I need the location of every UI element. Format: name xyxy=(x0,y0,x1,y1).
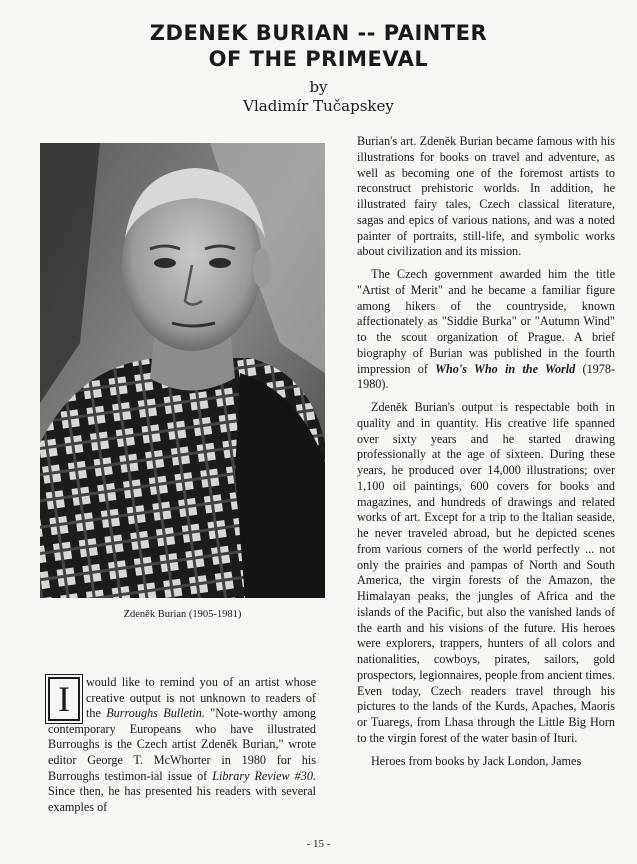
title-line-1: ZDENEK BURIAN -- PAINTER xyxy=(149,21,488,45)
portrait-photo xyxy=(40,143,325,598)
intro-text-a: would like to remind you of an artist whose creative output is not unknown to readers of the xyxy=(86,675,316,721)
right-column xyxy=(357,134,615,776)
intro-text-b: "Note-worthy among contemporary Europeans who have illustrated Burroughs is the Czech artist Zdeněk Burian," wrote editor George T. McWhorter in 1980 for his Burroughs testimon-ial issue of xyxy=(48,706,317,783)
left-column xyxy=(48,675,316,815)
paragraph-4: Heroes from books by Jack London, James xyxy=(371,753,582,768)
byline xyxy=(0,78,637,116)
author-name: Vladimír Tučapskey xyxy=(243,97,394,115)
photo-caption: Zdeněk Burian (1905-1981) xyxy=(123,609,242,620)
paragraph-2-text-b: (1978-1980). xyxy=(357,361,616,392)
intro-text-c: Since then, he has presented his readers with several examples of xyxy=(48,784,316,814)
paragraph-1: Burian's art. Zdeněk Burian became famous with his illustrations for books on travel and adventure, as well as becoming one of the foremost artists to reconstruct prehistoric worlds. In addition, he illustrated fairy tales, Czech classical literature, sagas and epics of various nations, and was a noted painter of portraits, still-life, and symbolic works about civilization and its mission. xyxy=(357,134,615,259)
paragraph-2-text-a: The Czech government awarded him the title "Artist of Merit" and he became a familiar figure among hikers of the countryside, known affectionately as "Siddie Burka" or "Autumn Wind" to the scout organization of Prague. A brief biography of Burian was published in the fourth impression of xyxy=(357,267,615,376)
drop-cap: I xyxy=(48,677,80,721)
page-number: - 15 - xyxy=(306,838,331,850)
paragraph-3: Zdeněk Burian's output is respectable both in quality and in quantity. His creative life spanned over sixty years and he started drawing professionally at the age of sixteen. During these years, he produced over 14,000 illustrations; over 1,100 oil paintings, 600 covers for books and magazines, and hundreds of drawings and related works of art. Except for a trip to the Italian seaside, he never traveled abroad, but he depicted scenes from various corners of the world perfectly ... not only the prairies and pampas of North and South America, the virgin forests of the Amazon, the Himalayan peaks, the jungles of Africa and the islands of the Pacific, but also the vanished lands of the earth and his visions of the future. His heroes were explorers, trappers, hunters of all colors and nationalities, cowboys, pirates, sailors, gold prospectors, legionnaires, people from ancient times. Even today, Czech readers travel through his pictures to the lands of the Kurds, Apaches, Maoris or Tuaregs, from Lhasa through the Little Big Horn to the virgin forest of the water basin of Ituri. xyxy=(357,400,615,745)
portrait-illustration xyxy=(40,143,325,598)
intro-italic-review: Library Review #30. xyxy=(212,768,317,783)
whos-who-title: Who's Who in the World xyxy=(435,361,576,376)
title-line-2: OF THE PRIMEVAL xyxy=(208,47,429,71)
byline-by: by xyxy=(309,78,328,96)
intro-italic-bulletin: Burroughs Bulletin. xyxy=(106,706,205,721)
paragraph-2 xyxy=(357,267,615,393)
article-title xyxy=(0,20,637,72)
